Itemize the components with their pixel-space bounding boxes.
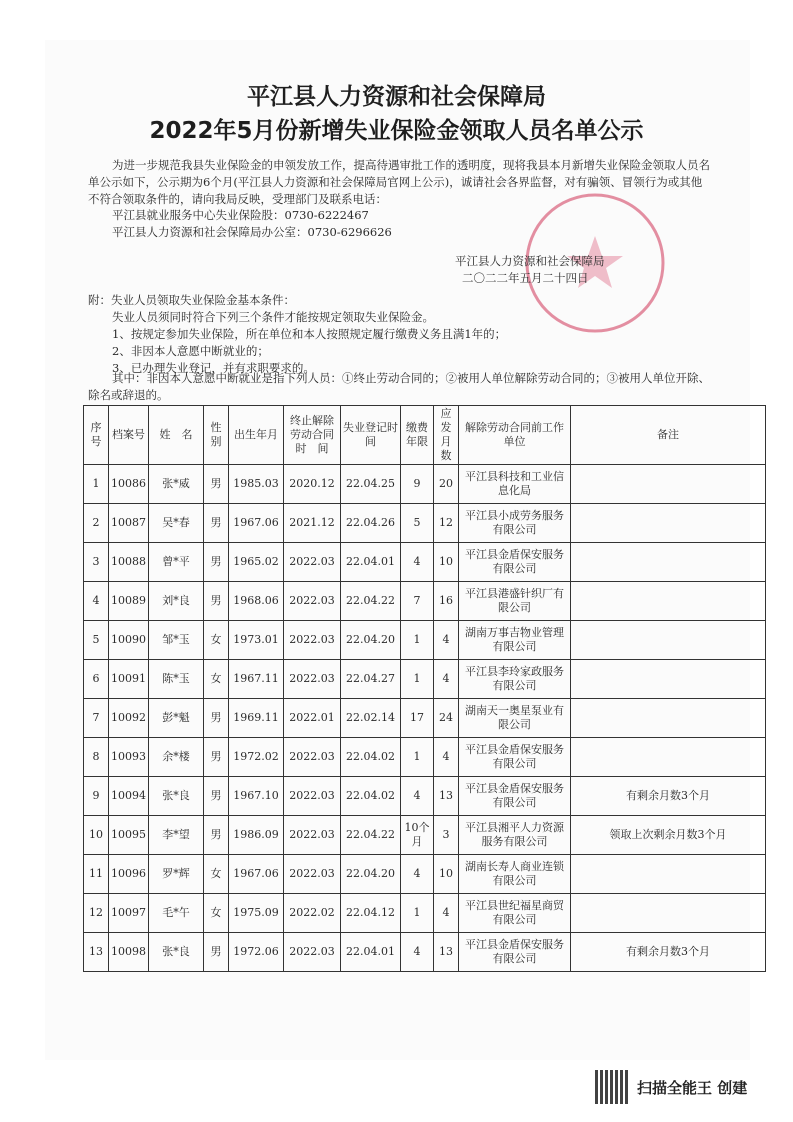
table-cell: 女 bbox=[204, 621, 229, 660]
recipients-table bbox=[83, 405, 766, 972]
table-cell: 平江县李玲家政服务有限公司 bbox=[459, 660, 571, 699]
table-cell: 1985.03 bbox=[229, 465, 284, 504]
table-row bbox=[84, 816, 766, 855]
table-cell: 1 bbox=[401, 621, 434, 660]
table-cell: 1 bbox=[84, 465, 109, 504]
column-header: 解除劳动合同前工作单位 bbox=[459, 406, 571, 465]
column-header: 缴费年限 bbox=[401, 406, 434, 465]
table-cell: 22.04.25 bbox=[341, 465, 401, 504]
table-cell: 平江县金盾保安服务有限公司 bbox=[459, 738, 571, 777]
table-cell: 13 bbox=[434, 933, 459, 972]
table-row bbox=[84, 582, 766, 621]
table-cell bbox=[571, 738, 766, 777]
table-cell: 22.04.02 bbox=[341, 738, 401, 777]
table-cell: 2 bbox=[84, 504, 109, 543]
table-cell: 1967.06 bbox=[229, 855, 284, 894]
table-cell: 邹*玉 bbox=[149, 621, 204, 660]
table-cell: 男 bbox=[204, 465, 229, 504]
table-cell: 7 bbox=[84, 699, 109, 738]
table-cell: 4 bbox=[434, 894, 459, 933]
table-cell: 12 bbox=[434, 504, 459, 543]
table-cell: 2020.12 bbox=[284, 465, 341, 504]
table-cell: 1 bbox=[401, 894, 434, 933]
table-cell bbox=[571, 543, 766, 582]
document-title-org: 平江县人力资源和社会保障局 bbox=[247, 84, 546, 110]
appendix-item-1: 1、按规定参加失业保险，所在单位和本人按照规定履行缴费义务且满1年的； bbox=[112, 327, 507, 341]
column-header: 性别 bbox=[204, 406, 229, 465]
table-cell: 10094 bbox=[109, 777, 149, 816]
table-cell: 吴*春 bbox=[149, 504, 204, 543]
column-header: 档案号 bbox=[109, 406, 149, 465]
table-cell: 2022.03 bbox=[284, 582, 341, 621]
table-cell: 男 bbox=[204, 699, 229, 738]
table-cell: 22.04.22 bbox=[341, 816, 401, 855]
table-cell: 11 bbox=[84, 855, 109, 894]
table-cell: 刘*良 bbox=[149, 582, 204, 621]
table-cell: 4 bbox=[401, 855, 434, 894]
table-cell: 1972.02 bbox=[229, 738, 284, 777]
appendix-item-3: 3、已办理失业登记，并有求职要求的。 bbox=[112, 361, 315, 375]
table-row bbox=[84, 738, 766, 777]
appendix-note: 其中：非因本人意愿中断就业是指下列人员：①终止劳动合同的；②被用人单位解除劳动合同的；③被用人单位开除、除名或辞退的。 bbox=[88, 371, 710, 402]
table-cell: 2022.03 bbox=[284, 855, 341, 894]
table-cell bbox=[571, 465, 766, 504]
table-cell: 1968.06 bbox=[229, 582, 284, 621]
table-cell: 22.04.22 bbox=[341, 582, 401, 621]
table-row bbox=[84, 699, 766, 738]
table-cell: 女 bbox=[204, 894, 229, 933]
table-cell: 毛*午 bbox=[149, 894, 204, 933]
table-cell: 1969.11 bbox=[229, 699, 284, 738]
column-header: 姓 名 bbox=[149, 406, 204, 465]
table-cell: 有剩余月数3个月 bbox=[571, 777, 766, 816]
table-row bbox=[84, 660, 766, 699]
table-cell: 男 bbox=[204, 777, 229, 816]
table-cell: 10095 bbox=[109, 816, 149, 855]
table-cell: 3 bbox=[84, 543, 109, 582]
table-cell: 2022.03 bbox=[284, 621, 341, 660]
table-cell: 平江县世纪福星商贸有限公司 bbox=[459, 894, 571, 933]
table-cell: 24 bbox=[434, 699, 459, 738]
table-cell: 10 bbox=[84, 816, 109, 855]
table-cell: 22.02.14 bbox=[341, 699, 401, 738]
table-cell bbox=[571, 699, 766, 738]
table-cell: 10个月 bbox=[401, 816, 434, 855]
table-cell: 10 bbox=[434, 543, 459, 582]
table-cell: 张*良 bbox=[149, 777, 204, 816]
table-cell: 女 bbox=[204, 855, 229, 894]
table-cell: 男 bbox=[204, 738, 229, 777]
table-cell: 陈*玉 bbox=[149, 660, 204, 699]
table-cell: 10088 bbox=[109, 543, 149, 582]
table-cell: 7 bbox=[401, 582, 434, 621]
table-cell: 10090 bbox=[109, 621, 149, 660]
column-header: 失业登记时 间 bbox=[341, 406, 401, 465]
table-cell: 男 bbox=[204, 543, 229, 582]
table-cell: 4 bbox=[401, 933, 434, 972]
column-header: 应发月数 bbox=[434, 406, 459, 465]
table-cell bbox=[571, 621, 766, 660]
table-cell: 10091 bbox=[109, 660, 149, 699]
table-cell: 17 bbox=[401, 699, 434, 738]
table-cell: 5 bbox=[84, 621, 109, 660]
table-cell: 余*楼 bbox=[149, 738, 204, 777]
table-cell: 平江县科技和工业信息化局 bbox=[459, 465, 571, 504]
appendix-heading: 附：失业人员领取失业保险金基本条件： bbox=[88, 293, 295, 307]
intro-paragraph: 为进一步规范我县失业保险金的申领发放工作，提高待遇审批工作的透明度，现将我县本月新增失业保险金领取人员名单公示如下，公示期为6个月(平江县人力资源和社会保障局官网上公示)，诚请社会各界监督，对有骗领、冒领行为或其他不符合领取条件的，请向我局反映，受理部门及联系电话： bbox=[88, 158, 710, 206]
table-cell: 4 bbox=[401, 543, 434, 582]
table-cell: 2021.12 bbox=[284, 504, 341, 543]
table-cell: 有剩余月数3个月 bbox=[571, 933, 766, 972]
column-header: 备注 bbox=[571, 406, 766, 465]
signature-date: 二〇二二年五月二十四日 bbox=[462, 271, 589, 285]
table-cell: 平江县金盾保安服务有限公司 bbox=[459, 777, 571, 816]
table-cell: 13 bbox=[434, 777, 459, 816]
table-cell: 2022.01 bbox=[284, 699, 341, 738]
table-cell: 平江县金盾保安服务有限公司 bbox=[459, 933, 571, 972]
appendix-item-2: 2、非因本人意愿中断就业的； bbox=[112, 344, 269, 358]
table-cell: 22.04.01 bbox=[341, 933, 401, 972]
table-cell: 李*望 bbox=[149, 816, 204, 855]
contact-line-2: 平江县人力资源和社会保障局办公室：0730-6296626 bbox=[112, 225, 392, 239]
table-cell: 彭*魁 bbox=[149, 699, 204, 738]
table-header-row bbox=[84, 406, 766, 465]
column-header: 终止解除劳动合同时 间 bbox=[284, 406, 341, 465]
table-cell: 10098 bbox=[109, 933, 149, 972]
table-cell: 1967.10 bbox=[229, 777, 284, 816]
contact-line-1: 平江县就业服务中心失业保险股：0730-6222467 bbox=[112, 208, 369, 222]
table-row bbox=[84, 894, 766, 933]
table-cell: 张*良 bbox=[149, 933, 204, 972]
table-cell: 湖南天一奥星泵业有限公司 bbox=[459, 699, 571, 738]
table-cell: 男 bbox=[204, 933, 229, 972]
table-cell: 男 bbox=[204, 504, 229, 543]
scanner-watermark bbox=[595, 1070, 747, 1104]
table-cell: 22.04.02 bbox=[341, 777, 401, 816]
table-row bbox=[84, 621, 766, 660]
table-cell: 20 bbox=[434, 465, 459, 504]
table-cell: 10096 bbox=[109, 855, 149, 894]
table-cell: 罗*辉 bbox=[149, 855, 204, 894]
table-cell: 1 bbox=[401, 660, 434, 699]
table-cell: 12 bbox=[84, 894, 109, 933]
column-header: 序号 bbox=[84, 406, 109, 465]
table-cell: 10 bbox=[434, 855, 459, 894]
table-cell: 张*威 bbox=[149, 465, 204, 504]
table-cell: 4 bbox=[434, 738, 459, 777]
table-row bbox=[84, 855, 766, 894]
table-cell: 男 bbox=[204, 582, 229, 621]
table-cell: 2022.03 bbox=[284, 660, 341, 699]
table-cell bbox=[571, 894, 766, 933]
table-row bbox=[84, 933, 766, 972]
table-cell bbox=[571, 855, 766, 894]
table-cell: 4 bbox=[84, 582, 109, 621]
table-cell: 22.04.12 bbox=[341, 894, 401, 933]
table-cell: 22.04.26 bbox=[341, 504, 401, 543]
table-cell: 2022.03 bbox=[284, 777, 341, 816]
table-cell: 平江县小成劳务服务有限公司 bbox=[459, 504, 571, 543]
signature-org: 平江县人力资源和社会保障局 bbox=[455, 254, 605, 268]
table-cell: 9 bbox=[401, 465, 434, 504]
table-cell: 16 bbox=[434, 582, 459, 621]
table-cell: 10097 bbox=[109, 894, 149, 933]
table-cell: 22.04.20 bbox=[341, 855, 401, 894]
table-cell: 1967.11 bbox=[229, 660, 284, 699]
table-cell: 10092 bbox=[109, 699, 149, 738]
table-cell: 8 bbox=[84, 738, 109, 777]
appendix-lead: 失业人员须同时符合下列三个条件才能按规定领取失业保险金。 bbox=[112, 310, 434, 324]
table-cell: 4 bbox=[434, 660, 459, 699]
table-cell: 10093 bbox=[109, 738, 149, 777]
table-cell: 10089 bbox=[109, 582, 149, 621]
table-cell: 平江县港盛针织厂有限公司 bbox=[459, 582, 571, 621]
table-cell: 1975.09 bbox=[229, 894, 284, 933]
table-row bbox=[84, 777, 766, 816]
table-cell: 22.04.27 bbox=[341, 660, 401, 699]
table-cell: 9 bbox=[84, 777, 109, 816]
table-cell: 5 bbox=[401, 504, 434, 543]
table-cell: 6 bbox=[84, 660, 109, 699]
scanner-brand: 扫描全能王 创建 bbox=[637, 1078, 748, 1097]
table-cell: 2022.03 bbox=[284, 543, 341, 582]
table-cell: 4 bbox=[434, 621, 459, 660]
table-cell: 13 bbox=[84, 933, 109, 972]
table-cell: 平江县金盾保安服务有限公司 bbox=[459, 543, 571, 582]
table-cell: 10086 bbox=[109, 465, 149, 504]
table-cell bbox=[571, 504, 766, 543]
table-row bbox=[84, 504, 766, 543]
table-cell: 1986.09 bbox=[229, 816, 284, 855]
table-cell: 2022.03 bbox=[284, 816, 341, 855]
table-cell: 1967.06 bbox=[229, 504, 284, 543]
table-cell: 女 bbox=[204, 660, 229, 699]
table-cell: 平江县湘平人力资源服务有限公司 bbox=[459, 816, 571, 855]
table-cell: 湖南万事吉物业管理有限公司 bbox=[459, 621, 571, 660]
table-cell: 湖南长寿人商业连锁有限公司 bbox=[459, 855, 571, 894]
table-cell: 领取上次剩余月数3个月 bbox=[571, 816, 766, 855]
table-row bbox=[84, 543, 766, 582]
table-cell bbox=[571, 582, 766, 621]
table-cell: 男 bbox=[204, 816, 229, 855]
table-cell: 1973.01 bbox=[229, 621, 284, 660]
column-header: 出生年月 bbox=[229, 406, 284, 465]
table-cell: 2022.02 bbox=[284, 894, 341, 933]
table-cell bbox=[571, 660, 766, 699]
table-cell: 曾*平 bbox=[149, 543, 204, 582]
table-cell: 1965.02 bbox=[229, 543, 284, 582]
table-cell: 22.04.20 bbox=[341, 621, 401, 660]
table-row bbox=[84, 465, 766, 504]
table-cell: 22.04.01 bbox=[341, 543, 401, 582]
table-cell: 3 bbox=[434, 816, 459, 855]
table-cell: 2022.03 bbox=[284, 933, 341, 972]
qr-code-icon bbox=[595, 1070, 629, 1104]
table-cell: 1 bbox=[401, 738, 434, 777]
table-cell: 10087 bbox=[109, 504, 149, 543]
table-cell: 2022.03 bbox=[284, 738, 341, 777]
table-cell: 4 bbox=[401, 777, 434, 816]
table-cell: 1972.06 bbox=[229, 933, 284, 972]
document-title: 2022年5月份新增失业保险金领取人员名单公示 bbox=[149, 118, 644, 144]
